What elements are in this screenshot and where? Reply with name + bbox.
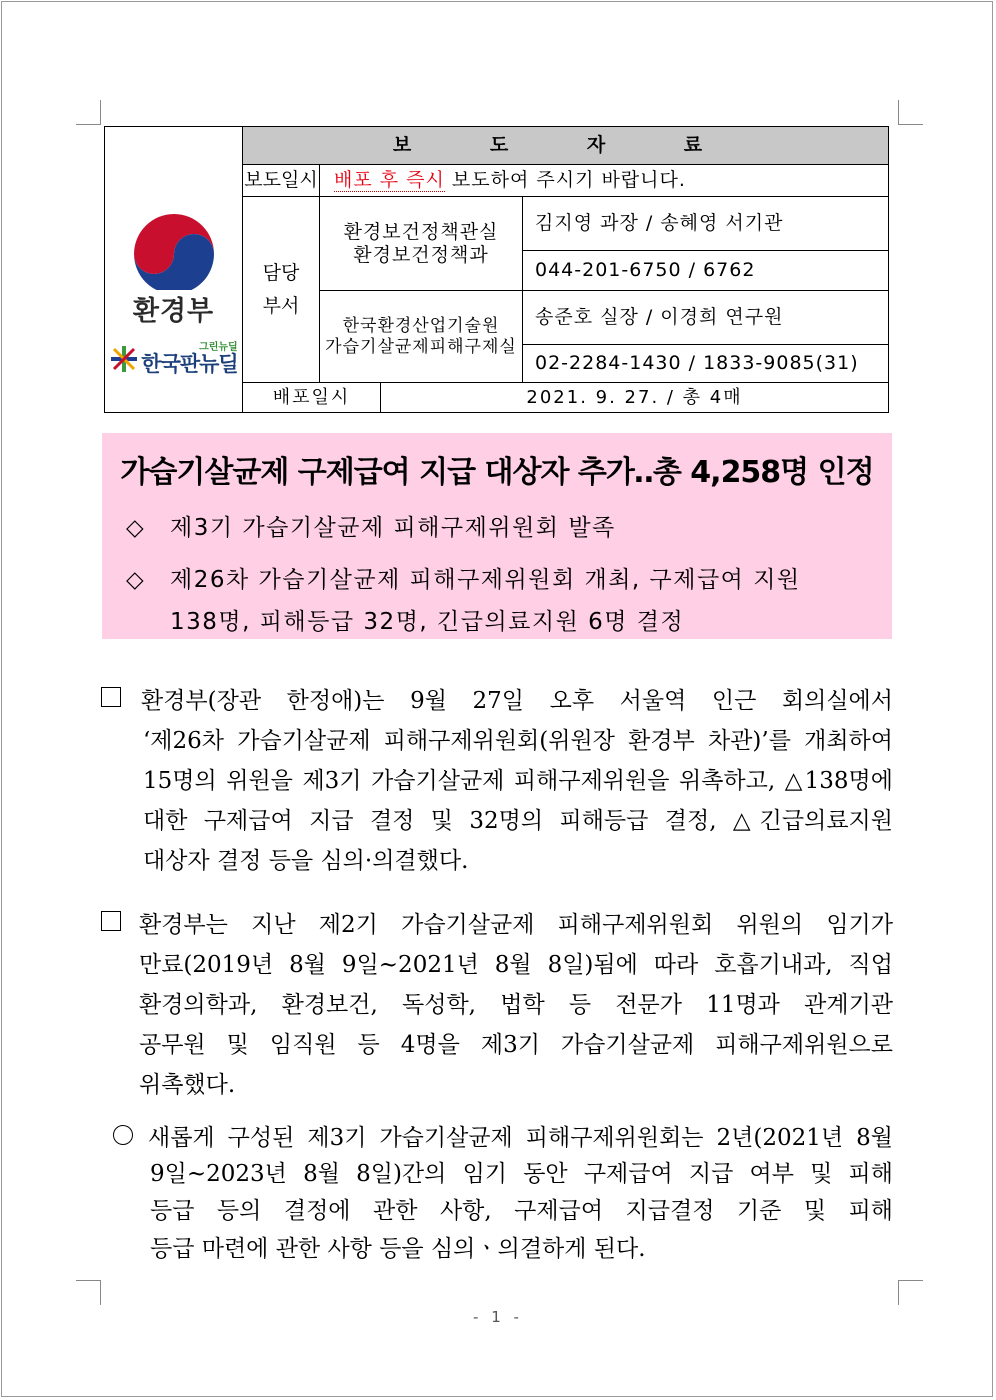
summary-bullet-2-continued: 138명, 피해등급 32명, 긴급의료지원 6명 결정 <box>170 609 685 635</box>
diamond-bullet-icon: ◇ <box>126 515 146 541</box>
para2-line-4: 공무원 및 임직원 등 4명을 제3기 가습기살균제 피해구제위원으로 <box>139 1032 893 1058</box>
square-bullet-icon <box>101 911 121 931</box>
circle-bullet-icon <box>113 1125 133 1145</box>
crop-mark-top-left <box>76 100 101 125</box>
para3-line-3: 등급 등의 결정에 관한 사항, 구제급여 지급결정 기준 및 피해 <box>150 1198 893 1224</box>
new-deal-star-icon <box>109 344 139 374</box>
summary-bullet-1: ◇ 제3기 가습기살균제 피해구제위원회 발족 <box>126 515 616 541</box>
para1-line-1: 환경부(장관 한정애)는 9월 27일 오후 서울역 인근 회의실에서 <box>141 688 893 714</box>
para2-line-3: 환경의학과, 환경보건, 독성학, 법학 등 전문가 11명과 관계기관 <box>139 992 893 1018</box>
para2-line-2: 만료(2019년 8월 9일~2021년 8월 8일)됨에 따라 호흡기내과, 직업 <box>139 952 893 978</box>
page-number: - 1 - <box>473 1308 523 1326</box>
crop-mark-bottom-right <box>898 1280 923 1305</box>
department-1-name: 환경보건정책관실 환경보건정책과 <box>320 197 523 291</box>
release-time-highlight: 배포 후 즉시 <box>334 169 445 192</box>
headline: 가습기살균제 구제급여 지급 대상자 추가‥총 4,258명 인정 <box>120 455 874 490</box>
department-1-contact: 김지영 과장 / 송혜영 서기관 <box>523 197 889 251</box>
release-time-label: 보도일시 <box>243 165 320 197</box>
department-label: 담당 부서 <box>243 197 320 383</box>
para1-line-5: 대상자 결정 등을 심의·의결했다. <box>143 848 469 874</box>
release-time-rest: 보도하여 주시기 바랍니다. <box>444 169 686 192</box>
crop-mark-bottom-left <box>76 1280 101 1305</box>
para2-line-1: 환경부는 지난 제2기 가습기살균제 피해구제위원회 위원의 임기가 <box>139 912 893 938</box>
diamond-bullet-icon: ◇ <box>126 567 146 593</box>
new-deal-small-text: 그린뉴딜 <box>199 342 238 354</box>
summary-box <box>102 433 892 639</box>
release-time-value <box>320 165 889 197</box>
press-release-title: 보 도 자 료 <box>243 127 889 165</box>
distribution-label: 배포일시 <box>243 383 381 413</box>
para1-line-2: ‘제26차 가습기살균제 피해구제위원회(위원장 환경부 차관)’를 개최하여 <box>143 728 893 754</box>
new-deal-big-text: 한국판뉴딜 <box>141 352 238 377</box>
department-1-phone: 044-201-6750 / 6762 <box>523 251 889 291</box>
crop-mark-top-right <box>898 100 923 125</box>
para2-line-5: 위촉했다. <box>139 1072 236 1098</box>
press-release-header-table <box>104 126 889 413</box>
korean-new-deal-logo <box>105 342 242 375</box>
department-2-phone: 02-2284-1430 / 1833-9085(31) <box>523 345 889 383</box>
distribution-value: 2021. 9. 27. / 총 4매 <box>381 383 889 413</box>
logo-cell <box>105 127 243 413</box>
ministry-emblem-icon <box>126 204 222 290</box>
department-2-name: 한국환경산업기술원 가습기살균제피해구제실 <box>320 291 523 383</box>
summary-bullet-2: ◇ 제26차 가습기살균제 피해구제위원회 개최, 구제급여 지원 <box>126 567 801 593</box>
department-2-contact: 송준호 실장 / 이경희 연구원 <box>523 291 889 345</box>
para3-line-1: 새롭게 구성된 제3기 가습기살균제 피해구제위원회는 2년(2021년 8월 <box>148 1125 893 1151</box>
para3-line-2: 9일~2023년 8월 8일)간의 임기 동안 구제급여 지급 여부 및 피해 <box>150 1161 893 1187</box>
para1-line-4: 대한 구제급여 지급 결정 및 32명의 피해등급 결정, △긴급의료지원 <box>143 808 893 834</box>
square-bullet-icon <box>101 687 121 707</box>
ministry-name: 환경부 <box>132 295 215 327</box>
para3-line-4: 등급 마련에 관한 사항 등을 심의ㆍ의결하게 된다. <box>150 1236 646 1262</box>
para1-line-3: 15명의 위원을 제3기 가습기살균제 피해구제위원을 위촉하고, △138명에 <box>143 768 893 794</box>
